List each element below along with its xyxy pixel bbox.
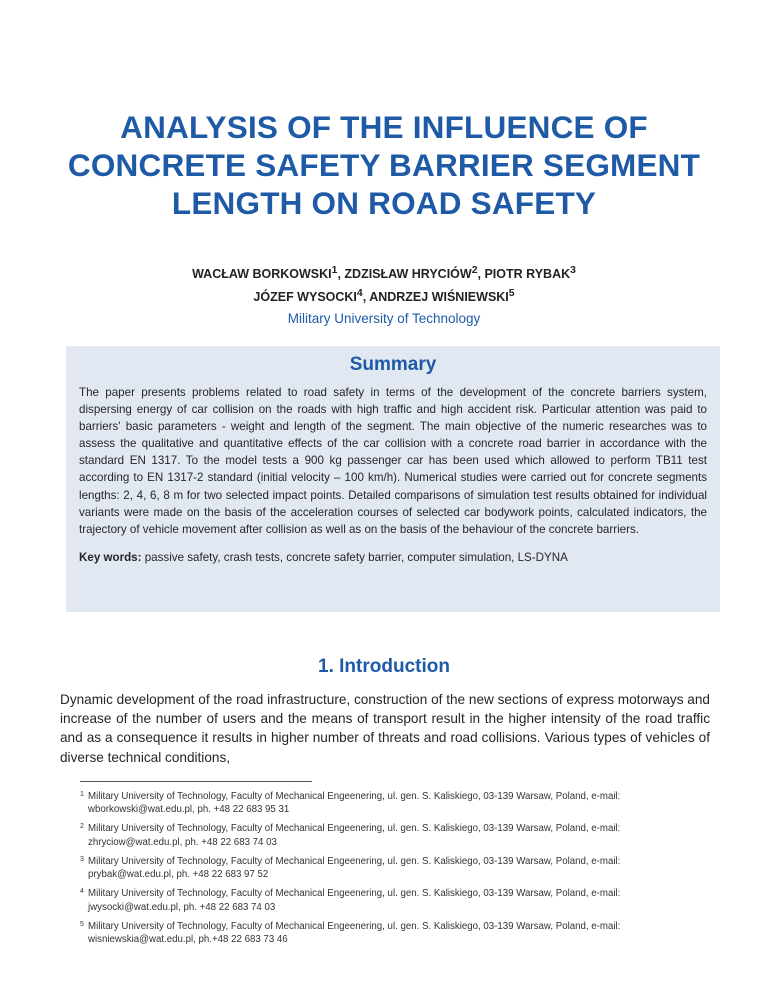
author-mark: 1 xyxy=(331,265,338,276)
author-line: WACŁAW BORKOWSKI$^1$, ZDZISŁAW HRYCIÓW$^2$, PIOTR RYBAK$^3$ xyxy=(192,265,576,282)
footnote xyxy=(80,822,700,849)
summary-box xyxy=(66,346,720,612)
keywords xyxy=(79,549,707,566)
footnote-text: Military University of Technology, Faculty of Mechanical Engeenering, ul. gen. S. Kaliskiego, 03-139 Warsaw, Poland, e-mail: zhryciow@wat.edu.pl, ph. +48 22 683 74 03 xyxy=(88,823,621,848)
footnote-mark: 3 xyxy=(80,855,84,863)
footnote xyxy=(80,920,700,947)
keywords-label: Key words: xyxy=(79,550,142,564)
footnote-text: Military University of Technology, Faculty of Mechanical Engeenering, ul. gen. S. Kaliskiego, 03-139 Warsaw, Poland, e-mail: prybak@wat.edu.pl, ph. +48 22 683 97 52 xyxy=(88,855,621,881)
author-mark: 4 xyxy=(356,288,363,300)
footnote-text: Military University of Technology, Faculty of Mechanical Engeenering, ul. gen. S. Kaliskiego, 03-139 Warsaw, Poland, e-mail: jwysocki@wat.edu.pl, ph. +48 22 683 74 03 xyxy=(88,888,621,913)
footnote-mark: 2 xyxy=(80,823,84,831)
introduction-heading: 1. Introduction xyxy=(318,656,450,677)
introduction-text: Dynamic development of the road infrastructure, construction of the new sections of express motorways and increase of the number of users and the means of transport result in the higher intensity of the road traffic and as a consequence it results in higher number of threats and road collisions. Various types of vehicles of diverse technical conditions, xyxy=(60,692,710,765)
title-line: CONCRETE SAFETY BARRIER SEGMENT xyxy=(67,147,701,183)
title-line: LENGTH ON ROAD SAFETY xyxy=(171,185,597,221)
author-name: ANDRZEJ WIŚNIEWSKI xyxy=(369,290,509,305)
author-name: PIOTR RYBAK xyxy=(484,267,571,282)
footnote xyxy=(80,855,700,882)
author-mark: 5 xyxy=(508,288,515,300)
footnote-mark: 5 xyxy=(80,920,84,928)
footnote-mark: 1 xyxy=(80,791,84,798)
summary-text: The paper presents problems related to road safety in terms of the development of the concrete barriers system, dispersing energy of car collision on the roads with high traffic and high accident risk. Particular attention was paid to barriers' basic parameters - weight and length of the segment. The main objective of the numeric researches was to assess the qualitative and quantitative effects of the car collision with a concrete road barrier in accordance with the standard EN 1317. To the model tests a 900 kg passenger car has been used which allowed to perform TB11 test according to EN 1317-2 standard (initial velocity – 100 km/h). Numerical studies were carried out for concrete segments lengths: 2, 4, 6, 8 m for two selected impact points. Detailed comparisons of simulation test results obtained for individual variants were made on the basis of the acceleration courses of selected car bodywork points, calculated indicators, the trajectory of vehicle movement after collision as well as on the basis of the behaviour of the concrete barriers. xyxy=(79,386,707,536)
author-line: JÓZEF WYSOCKI$^4$, ANDRZEJ WIŚNIEWSKI$^5$ xyxy=(253,288,515,305)
footnote-text: Military University of Technology, Faculty of Mechanical Engeenering, ul. gen. S. Kaliskiego, 03-139 Warsaw, Poland, e-mail: wisniewskia@wat.edu.pl, ph.+48 22 683 73 46 xyxy=(88,920,621,946)
summary-heading: Summary xyxy=(349,354,437,375)
footnotes xyxy=(80,790,700,952)
author-block xyxy=(60,261,708,328)
author-name: WACŁAW BORKOWSKI xyxy=(192,267,332,282)
footnote xyxy=(80,790,700,817)
author-name: JÓZEF WYSOCKI xyxy=(253,290,357,305)
affiliation: Military University of Technology xyxy=(287,311,481,327)
author-mark: 3 xyxy=(570,265,576,276)
title-line: ANALYSIS OF THE INFLUENCE OF xyxy=(120,109,648,145)
author-mark: 2 xyxy=(471,265,478,276)
footnote-text: Military University of Technology, Faculty of Mechanical Engeenering, ul. gen. S. Kaliskiego, 03-139 Warsaw, Poland, e-mail: wborkowski@wat.edu.pl, ph. +48 22 683 95 31 xyxy=(88,791,621,816)
paper-title xyxy=(60,108,708,222)
keywords-text: passive safety, crash tests, concrete safety barrier, computer simulation, LS-DYNA xyxy=(144,550,568,564)
footnote-mark: 4 xyxy=(80,888,84,896)
footnote-divider xyxy=(80,781,312,782)
author-name: ZDZISŁAW HRYCIÓW xyxy=(344,267,472,282)
footnote xyxy=(80,887,700,914)
